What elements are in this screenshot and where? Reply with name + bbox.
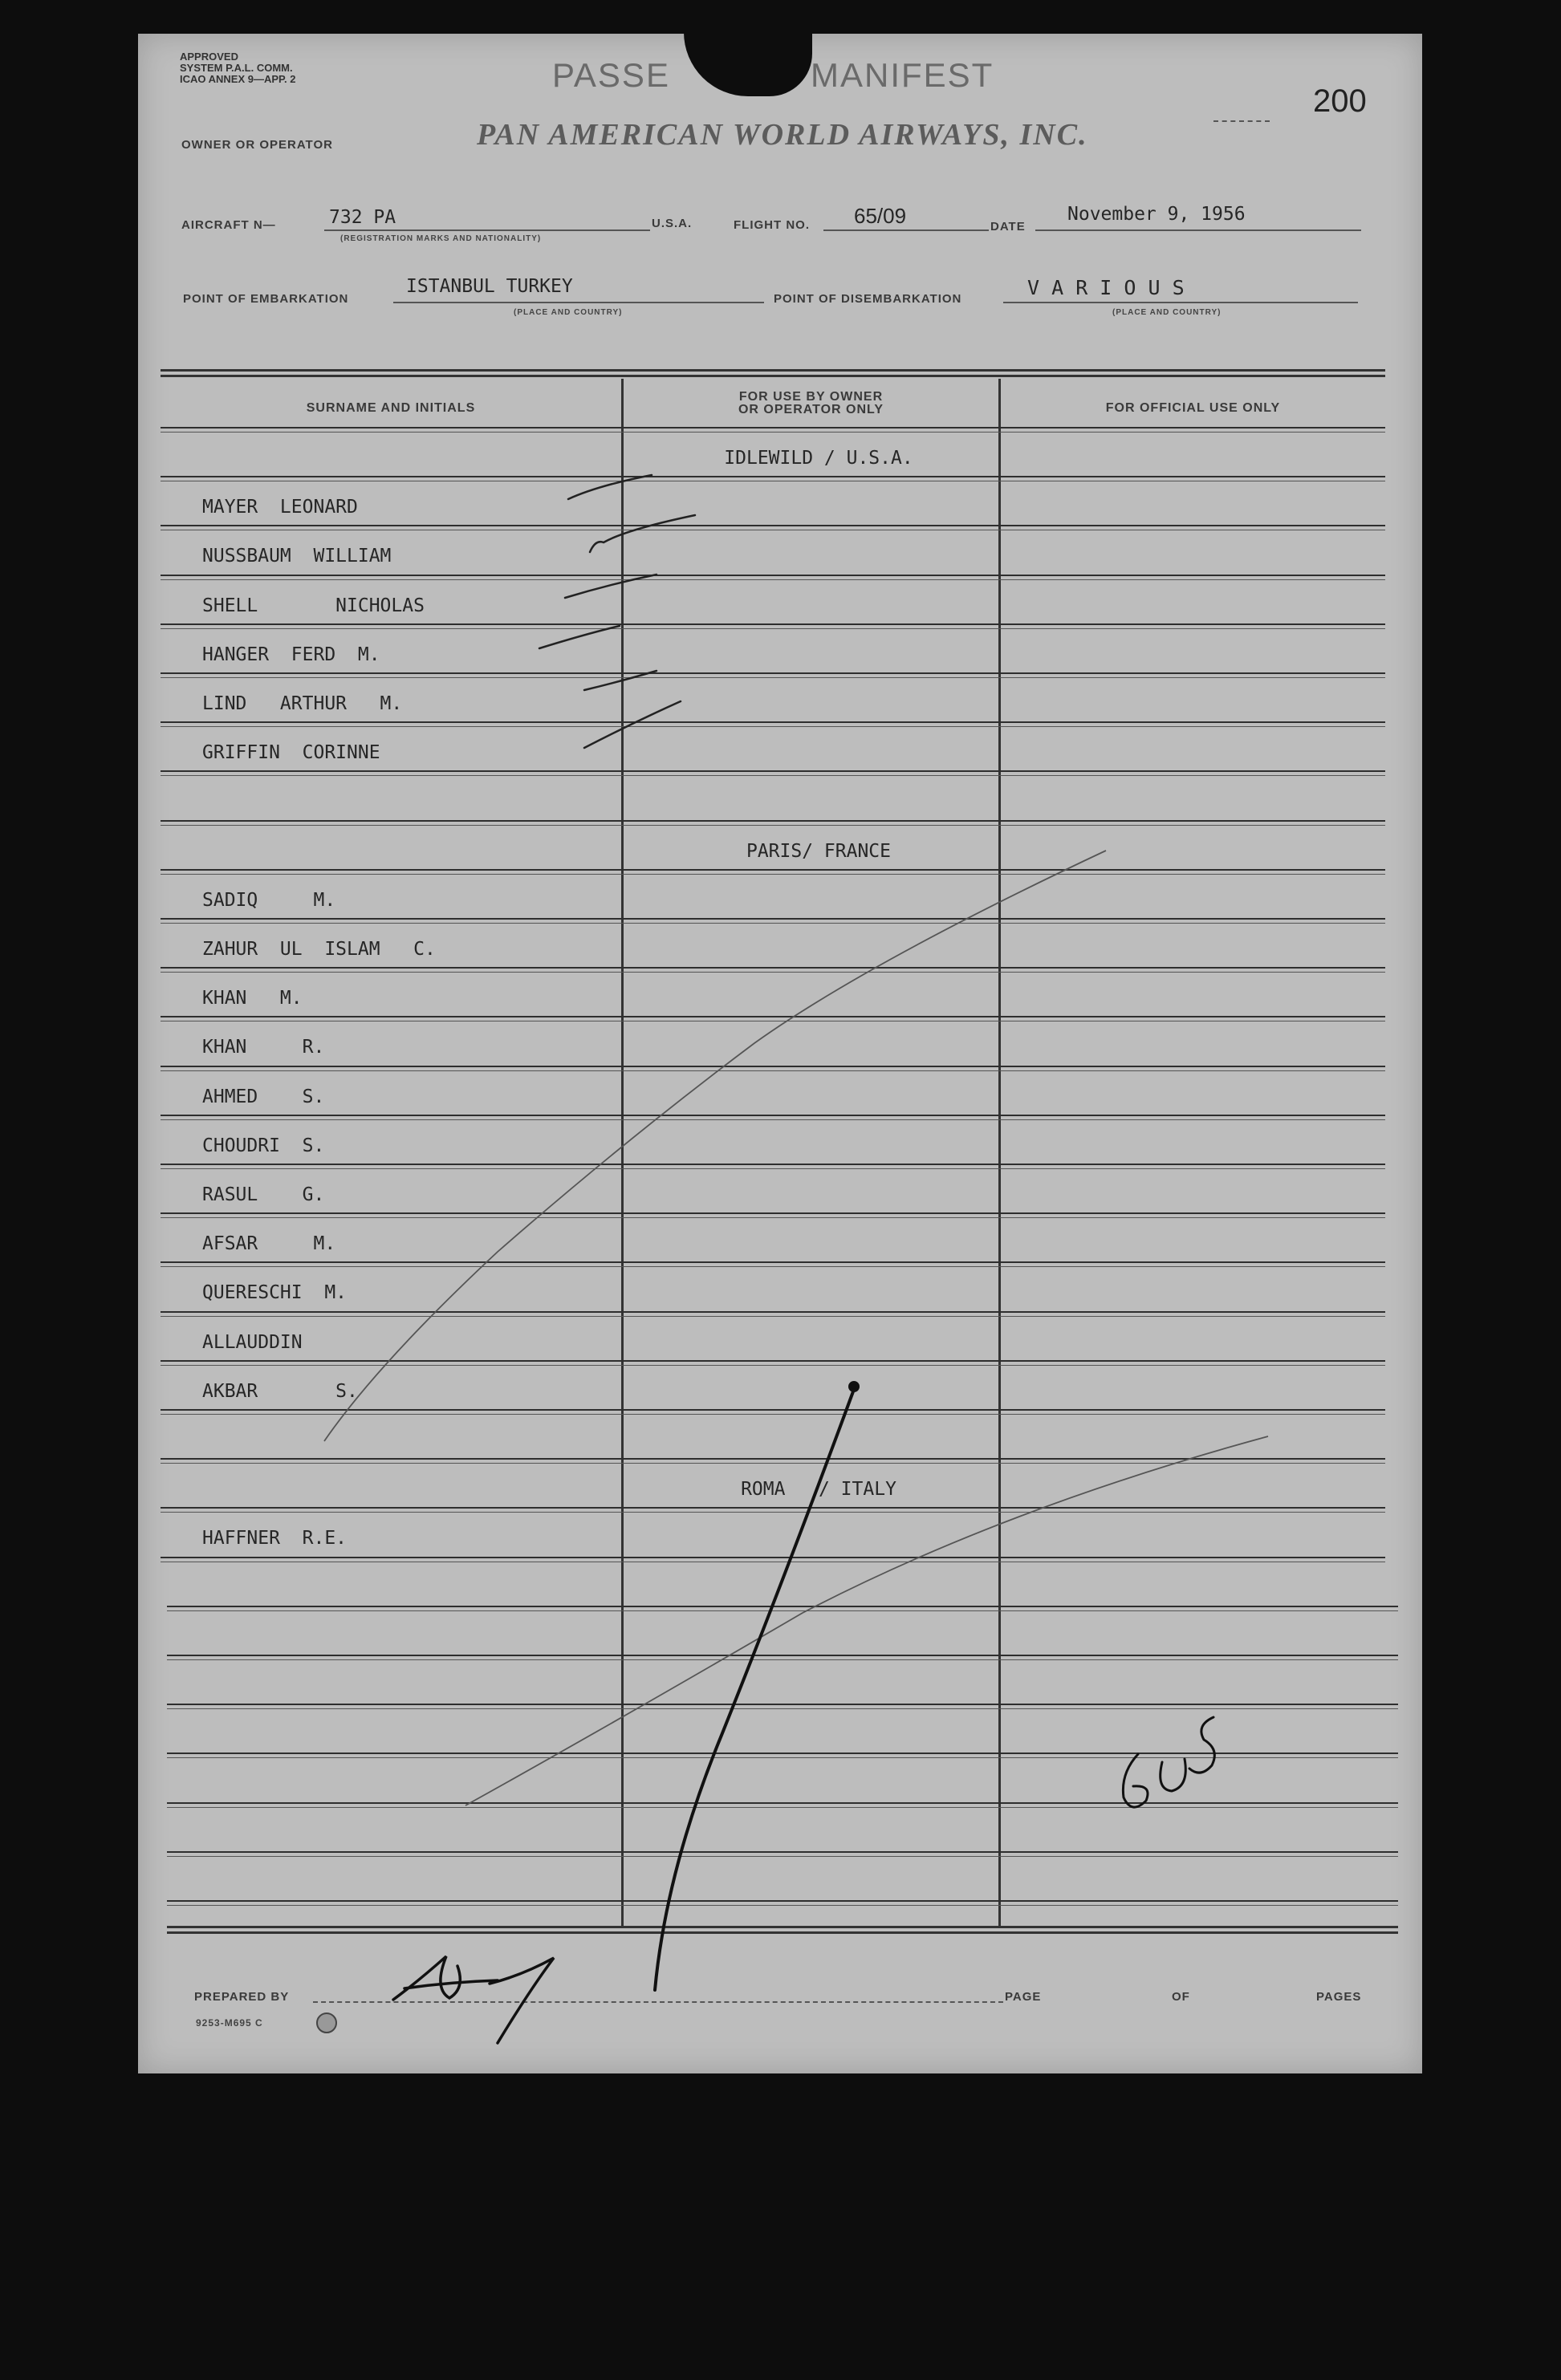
form-code: 9253-M695 C bbox=[196, 2017, 263, 2029]
passenger-name: QUERESCHI M. bbox=[202, 1282, 348, 1303]
passenger-name: AHMED S. bbox=[202, 1086, 325, 1107]
passenger-name: GRIFFIN CORINNE bbox=[202, 742, 380, 763]
passenger-name: HAFFNER R.E. bbox=[202, 1528, 348, 1549]
checkmark-2 bbox=[590, 515, 695, 552]
passenger-name: RASUL G. bbox=[202, 1184, 325, 1205]
usa-label: U.S.A. bbox=[652, 217, 693, 230]
passenger-name: NUSSBAUM WILLIAM bbox=[202, 546, 392, 567]
operator-note: PARIS/ FRANCE bbox=[746, 841, 891, 862]
form-title-right: MANIFEST bbox=[811, 56, 994, 94]
approved-line-1: APPROVED bbox=[180, 51, 238, 63]
registration-caption: (REGISTRATION MARKS AND NATIONALITY) bbox=[340, 234, 542, 243]
flight-label: FLIGHT NO. bbox=[734, 218, 810, 232]
form-title-left: PASSE bbox=[552, 56, 670, 94]
slash-dot bbox=[850, 1383, 858, 1391]
passenger-name: SHELL NICHOLAS bbox=[202, 595, 425, 616]
passenger-name: HANGER FERD M. bbox=[202, 644, 380, 665]
col-header-operator-2: OR OPERATOR ONLY bbox=[738, 403, 884, 416]
passenger-name: KHAN M. bbox=[202, 988, 303, 1009]
passenger-name: MAYER LEONARD bbox=[202, 497, 358, 518]
col-header-operator-1: FOR USE BY OWNER bbox=[738, 390, 884, 404]
prepared-label: PREPARED BY bbox=[194, 1990, 290, 2004]
page-label: PAGE bbox=[1005, 1990, 1042, 2004]
checkmark-6 bbox=[584, 701, 681, 748]
passenger-name: ALLAUDDIN bbox=[202, 1332, 303, 1353]
page-number: 200 bbox=[1313, 83, 1367, 119]
strike-line-2 bbox=[465, 1436, 1268, 1805]
operator-note: IDLEWILD / U.S.A. bbox=[724, 448, 913, 469]
airline-name: PAN AMERICAN WORLD AIRWAYS, INC. bbox=[477, 118, 1088, 152]
disembark-label: POINT OF DISEMBARKATION bbox=[774, 292, 962, 306]
strike-line-1 bbox=[324, 851, 1106, 1441]
passenger-name: KHAN R. bbox=[202, 1037, 325, 1058]
date-label: DATE bbox=[990, 220, 1026, 234]
of-label: OF bbox=[1172, 1990, 1190, 2004]
passenger-name: ZAHUR UL ISLAM C. bbox=[202, 939, 436, 960]
handwritten-605 bbox=[1123, 1717, 1214, 1807]
embark-label: POINT OF EMBARKATION bbox=[183, 292, 349, 306]
checkmark-4 bbox=[539, 626, 620, 648]
embark-caption: (PLACE AND COUNTRY) bbox=[514, 308, 623, 317]
checkmark-5 bbox=[584, 671, 657, 690]
operator-note: ROMA / ITALY bbox=[741, 1479, 896, 1500]
checkmark-1 bbox=[568, 475, 652, 499]
owner-label: OWNER OR OPERATOR bbox=[181, 138, 333, 152]
pages-label: PAGES bbox=[1316, 1990, 1362, 2004]
signature bbox=[393, 1956, 554, 2043]
passenger-name: AFSAR M. bbox=[202, 1233, 336, 1254]
approved-line-3: ICAO ANNEX 9—APP. 2 bbox=[180, 73, 296, 85]
aircraft-label: AIRCRAFT N— bbox=[181, 218, 276, 232]
col-header-official: FOR OFFICIAL USE ONLY bbox=[1105, 401, 1281, 415]
checkmark-3 bbox=[565, 575, 657, 598]
flight-value: 65/09 bbox=[854, 204, 907, 228]
passenger-name: LIND ARTHUR M. bbox=[202, 693, 403, 714]
approved-line-2: SYSTEM P.A.L. COMM. bbox=[180, 62, 293, 74]
disembark-value: V A R I O U S bbox=[1027, 276, 1185, 299]
passenger-name: SADIQ M. bbox=[202, 890, 336, 911]
col-header-surname: SURNAME AND INITIALS bbox=[306, 401, 476, 415]
embark-value: ISTANBUL TURKEY bbox=[406, 276, 573, 297]
disembark-caption: (PLACE AND COUNTRY) bbox=[1112, 308, 1222, 317]
long-slash bbox=[655, 1385, 856, 1990]
aircraft-value: 732 PA bbox=[329, 207, 396, 228]
passenger-name: AKBAR S. bbox=[202, 1381, 358, 1402]
passenger-name: CHOUDRI S. bbox=[202, 1135, 325, 1156]
date-value: November 9, 1956 bbox=[1067, 204, 1246, 225]
